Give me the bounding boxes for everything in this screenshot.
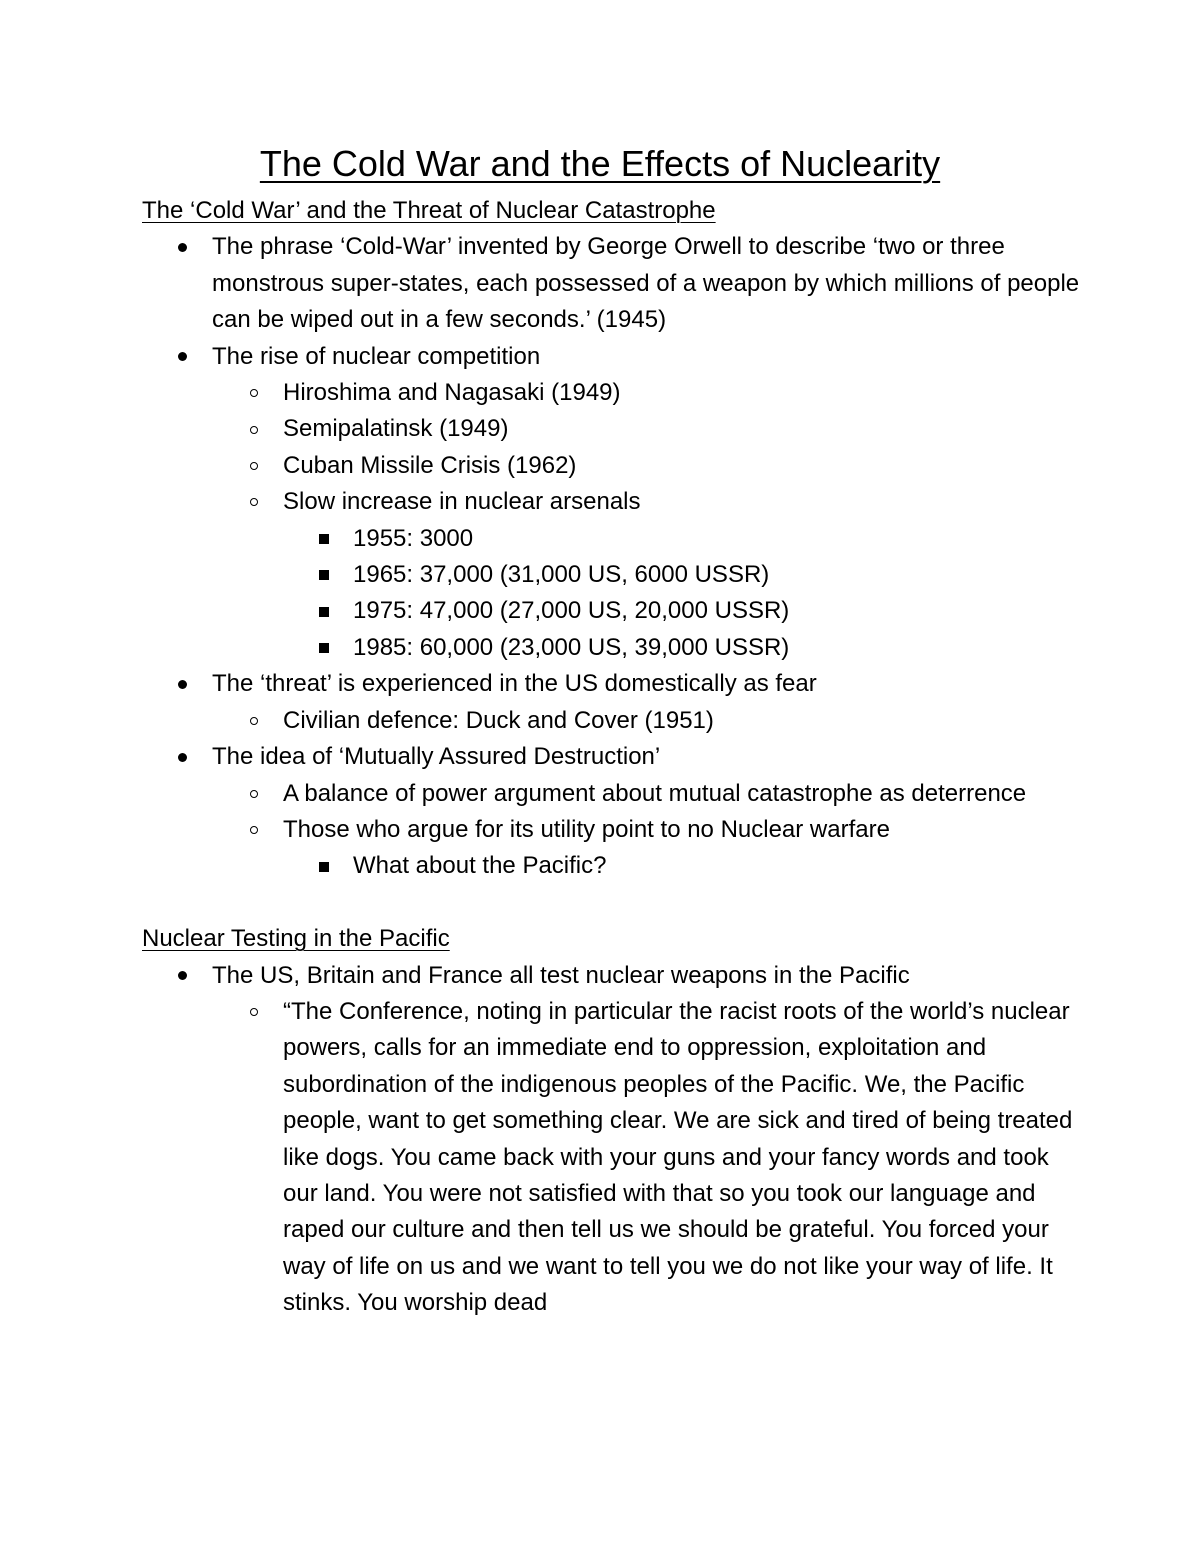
circle-bullet-icon <box>244 812 264 848</box>
list-item-text: The US, Britain and France all test nuclear weapons in the Pacific <box>212 961 910 989</box>
sub-bullet-list <box>142 994 1082 1322</box>
circle-bullet-icon <box>244 994 264 1030</box>
disc-bullet-icon <box>172 958 192 994</box>
sub-sub-list-item <box>142 557 1082 593</box>
list-item-text: The phrase ‘Cold-War’ invented by George Orwell to describe ‘two or three monstrous super-states, each possessed of a weapon by which millions of people can be wiped out in a few seconds.’ (1945) <box>212 233 1080 334</box>
sub-list-item <box>142 812 1082 848</box>
circle-bullet-icon <box>244 484 264 520</box>
list-item-text: 1955: 3000 <box>353 524 474 552</box>
square-bullet-icon <box>314 557 334 593</box>
bullet-list <box>142 958 1082 994</box>
square-bullet-icon <box>314 848 334 884</box>
sub-list-item <box>142 448 1082 484</box>
list-item-text: The idea of ‘Mutually Assured Destruction’ <box>212 743 661 771</box>
sub-sub-bullet-list <box>142 521 1082 667</box>
list-item-text: Civilian defence: Duck and Cover (1951) <box>283 706 714 734</box>
document-title: The Cold War and the Effects of Nuclearity <box>259 143 941 184</box>
list-item-text: Cuban Missile Crisis (1962) <box>283 451 577 479</box>
list-item-text: Hiroshima and Nagasaki (1949) <box>283 379 621 407</box>
square-bullet-icon <box>314 630 334 666</box>
quote-text: “The Conference, noting in particular the racist roots of the world’s nuclear powers, calls for an immediate end to oppression, exploitation and subordination of the indigenous peoples of the Pacific. We, the Pacific people, want to get something clear. We are sick and tired of being treated like dogs. You came back with your guns and your fancy words and took our land. You were not satisfied with that so you took our language and raped our culture and then tell us we should be grateful. You forced your way of life on us and we want to tell you we do not like your way of life. It stinks. You worship dead <box>283 997 1073 1317</box>
sub-sub-list-item <box>142 521 1082 557</box>
sub-list-item <box>142 703 1082 739</box>
list-item <box>142 739 1082 775</box>
sub-bullet-list <box>142 703 1082 739</box>
sub-list-item <box>142 776 1082 812</box>
list-item-text: Semipalatinsk (1949) <box>283 415 509 443</box>
disc-bullet-icon <box>172 229 192 265</box>
document-body <box>142 193 1082 1322</box>
section-heading: Nuclear Testing in the Pacific <box>142 925 450 953</box>
circle-bullet-icon <box>244 411 264 447</box>
sub-list-item <box>142 411 1082 447</box>
list-item <box>142 958 1082 994</box>
circle-bullet-icon <box>244 448 264 484</box>
list-item <box>142 666 1082 702</box>
square-bullet-icon <box>314 593 334 629</box>
bullet-list <box>142 666 1082 702</box>
list-item-text: What about the Pacific? <box>353 852 607 880</box>
sub-sub-bullet-list <box>142 848 1082 884</box>
circle-bullet-icon <box>244 776 264 812</box>
square-bullet-icon <box>314 521 334 557</box>
sub-bullet-list <box>142 375 1082 521</box>
list-item-text: 1985: 60,000 (23,000 US, 39,000 USSR) <box>353 633 790 661</box>
disc-bullet-icon <box>172 666 192 702</box>
disc-bullet-icon <box>172 339 192 375</box>
sub-list-item <box>142 994 1082 1322</box>
disc-bullet-icon <box>172 739 192 775</box>
circle-bullet-icon <box>244 703 264 739</box>
sub-sub-list-item <box>142 848 1082 884</box>
sub-list-item <box>142 484 1082 520</box>
list-item <box>142 339 1082 375</box>
bullet-list <box>142 739 1082 775</box>
list-item-text: 1975: 47,000 (27,000 US, 20,000 USSR) <box>353 597 790 625</box>
list-item-text: Those who argue for its utility point to no Nuclear warfare <box>283 815 890 843</box>
sub-sub-list-item <box>142 593 1082 629</box>
bullet-list <box>142 229 1082 375</box>
list-item <box>142 229 1082 338</box>
list-item-text: A balance of power argument about mutual catastrophe as deterrence <box>283 779 1027 807</box>
list-item-text: Slow increase in nuclear arsenals <box>283 488 641 516</box>
blank-line <box>142 885 1082 921</box>
list-item-text: The ‘threat’ is experienced in the US domestically as fear <box>212 670 817 698</box>
list-item-text: 1965: 37,000 (31,000 US, 6000 USSR) <box>353 561 770 589</box>
sub-bullet-list <box>142 776 1082 849</box>
sub-list-item <box>142 375 1082 411</box>
sub-sub-list-item <box>142 630 1082 666</box>
list-item-text: The rise of nuclear competition <box>212 342 541 370</box>
circle-bullet-icon <box>244 375 264 411</box>
section-heading: The ‘Cold War’ and the Threat of Nuclear Catastrophe <box>142 197 716 224</box>
